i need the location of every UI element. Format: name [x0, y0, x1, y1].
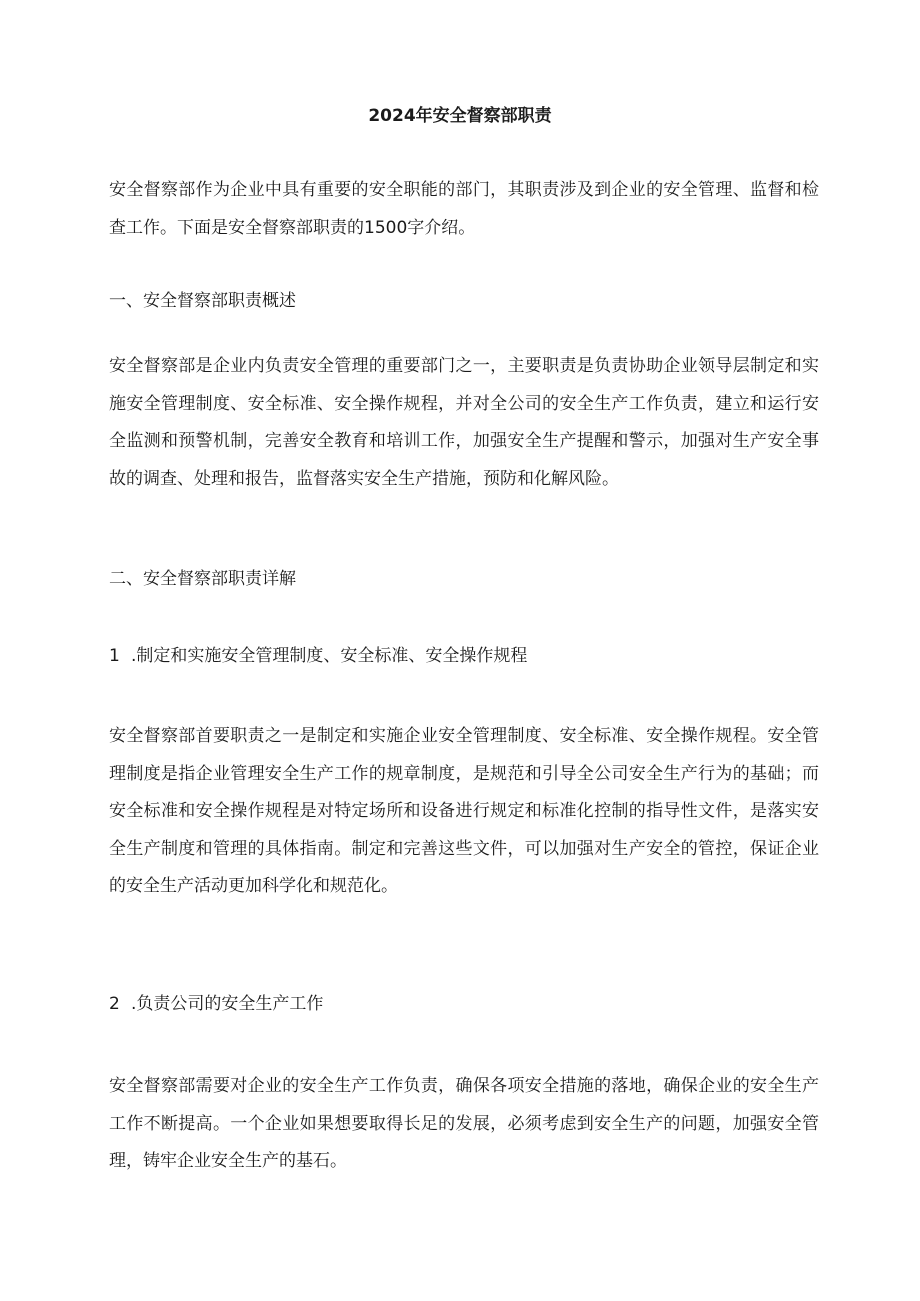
intro-paragraph: 安全督察部作为企业中具有重要的安全职能的部门，其职责涉及到企业的安全管理、监督和检查工作。下面是安全督察部职责的1500字介绍。 [109, 180, 819, 238]
item-2-paragraph: 安全督察部需要对企业的安全生产工作负责，确保各项安全措施的落地，确保企业的安全生产工作不断提高。一个企业如果想要取得长足的发展，必须考虑到安全生产的问题，加强安全管理，铸牢企业安全生产的基石。 [109, 1076, 819, 1171]
section-1-heading: 一、安全督察部职责概述 [109, 291, 296, 311]
section-1-paragraph: 安全督察部是企业内负责安全管理的重要部门之一，主要职责是负责协助企业领导层制定和实施安全管理制度、安全标准、安全操作规程，并对全公司的安全生产工作负责，建立和运行安全监测和预警机制，完善安全教育和培训工作，加强安全生产提醒和警示，加强对生产安全事故的调查、处理和报告，监督落实安全生产措施，预防和化解风险。 [109, 356, 819, 489]
item-1-number: 1 [109, 646, 120, 666]
item-2-heading [109, 991, 819, 1017]
item-2-number: 2 [109, 994, 120, 1014]
section-2-heading: 二、安全督察部职责详解 [109, 569, 296, 589]
document-title: 2024年安全督察部职责 [368, 106, 552, 126]
item-2-heading-text: .负责公司的安全生产工作 [131, 994, 324, 1014]
item-1-paragraph: 安全督察部首要职责之一是制定和实施企业安全管理制度、安全标准、安全操作规程。安全管理制度是指企业管理安全生产工作的规章制度，是规范和引导全公司安全生产行为的基础；而安全标准和安全操作规程是对特定场所和设备进行规定和标准化控制的指导性文件，是落实安全生产制度和管理的具体指南。制定和完善这些文件，可以加强对生产安全的管控，保证企业的安全生产活动更加科学化和规范化。 [109, 726, 819, 896]
item-1-heading-text: .制定和实施安全管理制度、安全标准、安全操作规程 [131, 646, 528, 666]
item-1-heading [109, 643, 819, 669]
